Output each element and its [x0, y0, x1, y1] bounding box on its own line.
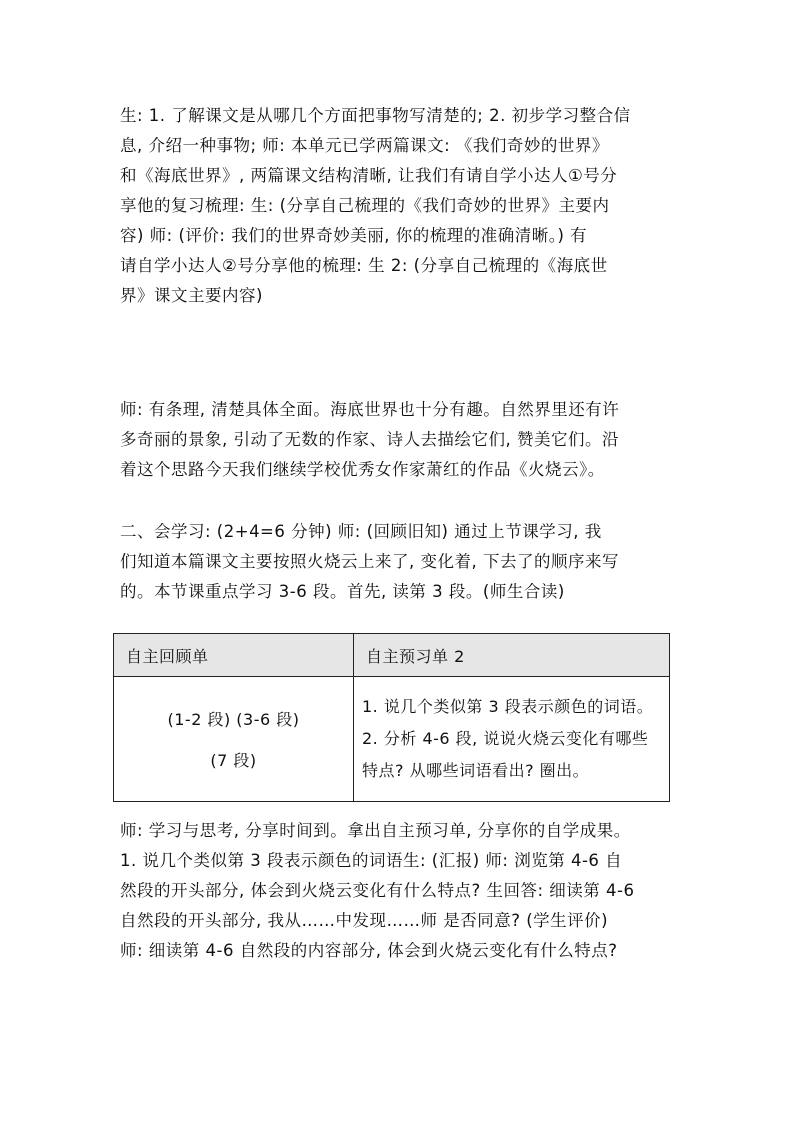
- table-cell-preview: [354, 677, 670, 802]
- text-line: 多奇丽的景象, 引动了无数的作家、诗人去描绘它们, 赞美它们。沿: [120, 430, 619, 449]
- text-line: 1. 说几个类似第 3 段表示颜色的词语生: (汇报) 师: 浏览第 4-6 自: [120, 851, 623, 870]
- table-row: [114, 677, 670, 802]
- text-line: 二、会学习: (2+4=6 分钟) 师: (回顾旧知) 通过上节课学习, 我: [120, 522, 602, 541]
- text-line: 享他的复习梳理: 生: (分享自己梳理的《我们奇妙的世界》主要内: [120, 196, 610, 215]
- text-line: 们知道本篇课文主要按照火烧云上来了, 变化着, 下去了的顺序来写: [120, 552, 619, 571]
- preview-task-2-cont: 特点? 从哪些词语看出? 圈出。: [362, 761, 590, 780]
- paragraph-teacher-summary: [120, 395, 680, 485]
- preview-task-1: 1. 说几个类似第 3 段表示颜色的词语。: [362, 697, 654, 716]
- table-header-review: 自主回顾单: [114, 634, 354, 677]
- preview-task-2: 2. 分析 4-6 段, 说说火烧云变化有哪些: [362, 729, 649, 748]
- paragraph-section-two: [120, 517, 680, 607]
- text-line: 然段的开头部分, 体会到火烧云变化有什么特点? 生回答: 细读第 4-6: [120, 881, 635, 900]
- text-line: 师: 有条理, 清楚具体全面。海底世界也十分有趣。自然界里还有许: [120, 400, 620, 419]
- table-header-row: [114, 634, 670, 677]
- study-table: [113, 633, 670, 802]
- text-line: 师: 学习与思考, 分享时间到。拿出自主预习单, 分享你的自学成果。: [120, 821, 631, 840]
- text-line: 着这个思路今天我们继续学校优秀女作家萧红的作品《火烧云》。: [120, 460, 605, 479]
- review-paragraph-groups: (1-2 段) (3-6 段): [167, 710, 300, 729]
- text-line: 和《海底世界》, 两篇课文结构清晰, 让我们有请自学小达人①号分: [120, 166, 618, 185]
- text-line: 的。本节课重点学习 3-6 段。首先, 读第 3 段。(师生合读): [120, 582, 565, 601]
- text-line: 自然段的开头部分, 我从……中发现……师 是否同意? (学生评价): [120, 911, 609, 930]
- text-line: 息, 介绍一种事物; 师: 本单元已学两篇课文: 《我们奇妙的世界》: [120, 136, 609, 155]
- table-header-preview: 自主预习单 2: [354, 634, 670, 677]
- table-cell-review: [114, 677, 354, 802]
- text-line: 请自学小达人②号分享他的梳理: 生 2: (分享自己梳理的《海底世: [120, 256, 608, 275]
- text-line: 生: 1. 了解课文是从哪几个方面把事物写清楚的; 2. 初步学习整合信: [120, 106, 631, 125]
- paragraph-sharing: [120, 816, 680, 966]
- text-line: 容) 师: (评价: 我们的世界奇妙美丽, 你的梳理的准确清晰。) 有: [120, 226, 588, 245]
- text-line: 界》课文主要内容): [120, 286, 263, 305]
- paragraph-intro: [120, 101, 680, 311]
- review-paragraph-end: (7 段): [210, 751, 257, 770]
- text-line: 师: 细读第 4-6 自然段的内容部分, 体会到火烧云变化有什么特点?: [120, 941, 618, 960]
